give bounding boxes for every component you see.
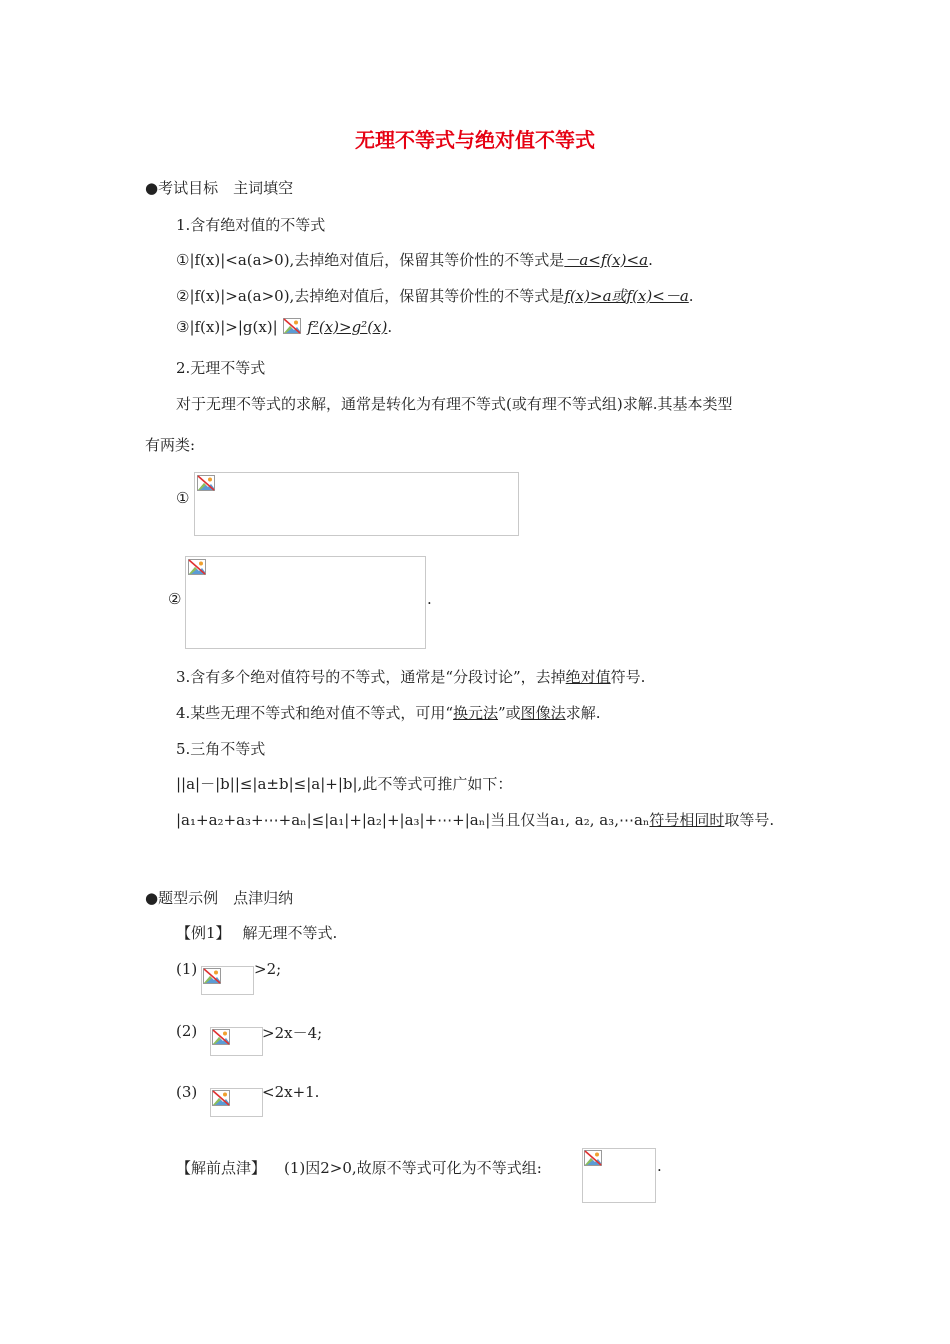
line-text: ”或	[498, 704, 521, 722]
question-1-mark: (1)	[176, 960, 198, 978]
line-text: 求解.	[565, 704, 601, 722]
item1-label: 1.含有绝对值的不等式	[176, 216, 326, 234]
answer-blank: f(x)>a或f(x)<－a	[564, 287, 689, 305]
period: .	[657, 1157, 662, 1175]
item1-line3	[176, 318, 392, 336]
formula-image-frame	[185, 556, 426, 649]
bullet: ●	[145, 889, 159, 907]
hint	[176, 1157, 542, 1178]
bullet: ●	[145, 179, 159, 197]
broken-image-icon	[188, 559, 206, 575]
formula-image-frame	[210, 1027, 263, 1056]
item5-label: 5.三角不等式	[176, 740, 266, 758]
question-2-mark: (2)	[176, 1022, 198, 1040]
formula-image-frame	[582, 1148, 656, 1203]
period: .	[688, 287, 694, 305]
broken-image-icon	[212, 1029, 230, 1045]
line-text: 3.含有多个绝对值符号的不等式，通常是“分段讨论”，去掉	[176, 668, 566, 686]
section-heading-text: 考试目标 主词填空	[158, 179, 294, 197]
item5-line2	[176, 809, 774, 830]
item5-line1: ||a|－|b||≤|a±b|≤|a|+|b|,此不等式可推广如下：	[176, 775, 513, 793]
answer-blank: 符号相同时	[649, 811, 725, 829]
item1-line2	[176, 285, 694, 306]
line-text: ①|f(x)|<a(a>0),去掉绝对值后，保留其等价性的不等式是	[176, 251, 565, 269]
question-2-rest: >2x－4;	[262, 1024, 323, 1042]
line-text: ②|f(x)|>a(a>0),去掉绝对值后，保留其等价性的不等式是	[176, 287, 565, 305]
section-heading-exam-goals	[145, 177, 293, 198]
example-text: 解无理不等式.	[242, 924, 338, 942]
line-text: 取等号.	[724, 811, 775, 829]
line-text: |a₁+a₂+a₃+⋯+aₙ|≤|a₁|+|a₂|+|a₃|+⋯+|aₙ|当且仅当a₁, a₂, a₃,⋯aₙ	[176, 811, 650, 829]
period: .	[387, 318, 393, 336]
question-3-rest: <2x+1.	[262, 1083, 320, 1101]
question-1-rest: >2;	[254, 960, 282, 978]
answer-blank: f²(x)>g²(x)	[307, 318, 388, 336]
question-3-mark: (3)	[176, 1083, 198, 1101]
item2-paragraph-cont: 有两类:	[145, 436, 196, 454]
formula-image-frame	[210, 1088, 263, 1117]
broken-image-icon	[203, 968, 221, 984]
answer-blank: 图像法	[520, 704, 566, 722]
section-heading-text: 题型示例 点津归纳	[158, 889, 294, 907]
item1-line1	[176, 249, 653, 270]
item3	[176, 666, 645, 687]
section-heading-examples	[145, 887, 293, 908]
hint-label: 【解前点津】	[176, 1159, 267, 1177]
answer-blank: 绝对值	[565, 668, 611, 686]
broken-image-icon	[212, 1090, 230, 1106]
page-title: 无理不等式与绝对值不等式	[355, 128, 595, 152]
item2-paragraph: 对于无理不等式的求解，通常是转化为有理不等式(或有理不等式组)求解.其基本类型	[176, 395, 733, 413]
item2-label: 2.无理不等式	[176, 359, 266, 377]
type1-mark: ①	[176, 489, 190, 507]
period: .	[427, 590, 432, 608]
line-text: ③|f(x)|>|g(x)|	[176, 318, 278, 336]
line-text: 4.某些无理不等式和绝对值不等式，可用“	[176, 704, 453, 722]
formula-image-frame	[194, 472, 519, 536]
example-label: 【例1】	[176, 924, 231, 942]
hint-text: (1)因2>0,故原不等式可化为不等式组:	[284, 1159, 542, 1177]
formula-image-frame	[201, 966, 254, 995]
item4	[176, 702, 600, 723]
broken-image-icon	[283, 318, 303, 336]
example-1	[176, 922, 337, 943]
period: .	[648, 251, 653, 269]
broken-image-icon	[584, 1150, 602, 1166]
answer-blank: 换元法	[452, 704, 498, 722]
answer-blank: －a<f(x)<a	[564, 251, 649, 269]
broken-image-icon	[197, 475, 215, 491]
type2-mark: ②	[168, 590, 182, 608]
line-text: 符号.	[610, 668, 646, 686]
